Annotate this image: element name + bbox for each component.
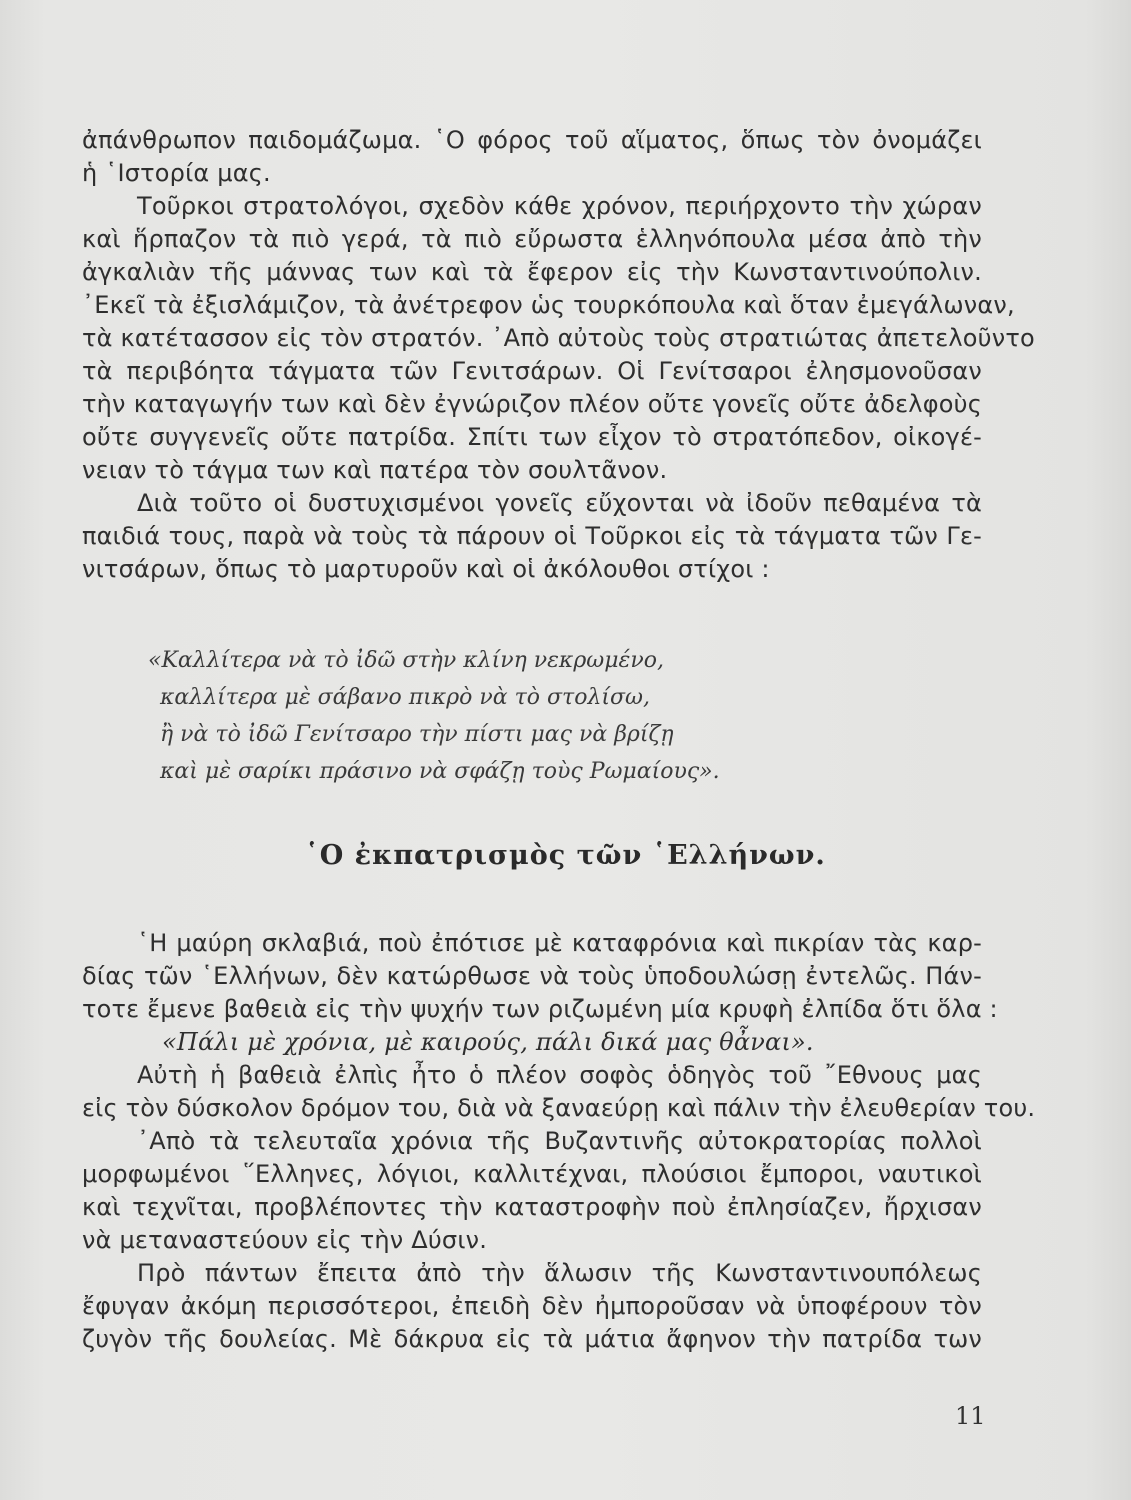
verse-line: «Καλλίτερα νὰ τὸ ἰδῶ στὴν κλίνη νεκρωμένο, [148,648,664,673]
verse-line: καλλίτερα μὲ σάβανο πικρὸ νὰ τὸ στολίσω, [160,685,650,710]
page-number: 11 [955,1402,986,1430]
text-line: ῾Η μαύρη σκλαβιά, ποὺ ἐπότισε μὲ καταφρόνια καὶ πικρίαν τὰς καρ- [137,929,982,957]
text-line: «Πάλι μὲ χρόνια, μὲ καιρούς, πάλι δικά μας θἆναι». [162,1028,814,1056]
text-line: τὴν καταγωγήν των καὶ δὲν ἐγνώριζον πλέον οὔτε γονεῖς οὔτε ἀδελφοὺς [82,390,982,418]
text-line: νιτσάρων, ὅπως τὸ μαρτυροῦν καὶ οἱ ἀκόλουθοι στίχοι : [82,555,770,583]
text-line: Πρὸ πάντων ἔπειτα ἀπὸ τὴν ἅλωσιν τῆς Κωνσταντινουπόλεως [137,1259,982,1287]
text-block-2 [82,927,1036,1356]
text-line: καὶ ἥρπαζον τὰ πιὸ γερά, τὰ πιὸ εὔρωστα ἑλληνόπουλα μέσα ἀπὸ τὴν [82,225,982,253]
text-line: τὰ περιβόητα τάγματα τῶν Γενιτσάρων. Οἱ Γενίτσαροι ἐλησμονοῦσαν [82,357,982,385]
text-line: Τοῦρκοι στρατολόγοι, σχεδὸν κάθε χρόνον, περιήρχοντο τὴν χώραν [137,192,982,220]
verse-quote [148,642,848,790]
text-line: οὔτε συγγενεῖς οὔτε πατρίδα. Σπίτι των εἶχον τὸ στρατόπεδον, οἰκογέ- [82,423,982,451]
text-line: ἡ ῾Ιστορία μας. [82,159,271,187]
text-line: παιδιά τους, παρὰ νὰ τοὺς τὰ πάρουν οἱ Τοῦρκοι εἰς τὰ τάγματα τῶν Γε- [82,522,982,550]
paragraph-lines [82,927,1036,1356]
text-block-1 [82,124,1035,586]
text-line: ᾿Απὸ τὰ τελευταῖα χρόνια τῆς Βυζαντινῆς αὐτοκρατορίας πολλοὶ [137,1127,982,1155]
verse-line: ἢ νὰ τὸ ἰδῶ Γενίτσαρο τὴν πίστι μας νὰ βρίζῃ [160,722,674,747]
text-line: καὶ τεχνῖται, προβλέποντες τὴν καταστροφὴν ποὺ ἐπλησίαζεν, ἤρχισαν [82,1193,982,1221]
text-line: νειαν τὸ τάγμα των καὶ πατέρα τὸν σουλτᾶνον. [82,456,668,484]
text-line: ζυγὸν τῆς δουλείας. Μὲ δάκρυα εἰς τὰ μάτια ἄφηνον τὴν πατρίδα των [82,1325,982,1353]
text-line: ἀπάνθρωπον παιδομάζωμα. ῾Ο φόρος τοῦ αἵματος, ὅπως τὸν ὀνομάζει [82,126,982,154]
text-line: εἰς τὸν δύσκολον δρόμον του, διὰ νὰ ξαναεύρῃ καὶ πάλιν τὴν ἐλευθερίαν του. [82,1094,1036,1122]
text-line: ἀγκαλιὰν τῆς μάννας των καὶ τὰ ἔφερον εἰς τὴν Κωνσταντινούπολιν. [82,258,982,286]
text-line: ἔφυγαν ἀκόμη περισσότεροι, ἐπειδὴ δὲν ἠμποροῦσαν νὰ ὑποφέρουν τὸν [82,1292,982,1320]
text-line: μορφωμένοι ῞Ελληνες, λόγιοι, καλλιτέχναι, πλούσιοι ἔμποροι, ναυτικοὶ [82,1160,982,1188]
text-line: τοτε ἔμενε βαθειὰ εἰς τὴν ψυχήν των ριζωμένη μία κρυφὴ ἐλπίδα ὅτι ὅλα : [82,995,998,1023]
text-line: ᾿Εκεῖ τὰ ἐξισλάμιζον, τὰ ἀνέτρεφον ὡς τουρκόπουλα καὶ ὅταν ἐμεγάλωναν, [82,291,1015,319]
section-heading: ῾Ο ἐκπατρισμὸς τῶν ῾Ελλήνων. [305,840,826,871]
text-line: Διὰ τοῦτο οἱ δυστυχισμένοι γονεῖς εὔχονται νὰ ἰδοῦν πεθαμένα τὰ [137,489,982,517]
text-line: τὰ κατέτασσον εἰς τὸν στρατόν. ᾿Απὸ αὐτοὺς τοὺς στρατιώτας ἀπετελοῦντο [82,324,1035,352]
paragraph-lines [82,124,1035,586]
verse-line: καὶ μὲ σαρίκι πράσινο νὰ σφάζῃ τοὺς Ρωμαίους». [160,759,720,784]
text-line: Αὐτὴ ἡ βαθειὰ ἐλπὶς ἦτο ὁ πλέον σοφὸς ὁδηγὸς τοῦ ῎Εθνους μας [137,1061,982,1089]
text-line: νὰ μεταναστεύουν εἰς τὴν Δύσιν. [82,1226,488,1254]
text-line: δίας τῶν ῾Ελλήνων, δὲν κατώρθωσε νὰ τοὺς ὑποδουλώσῃ ἐντελῶς. Πάν- [82,962,982,990]
